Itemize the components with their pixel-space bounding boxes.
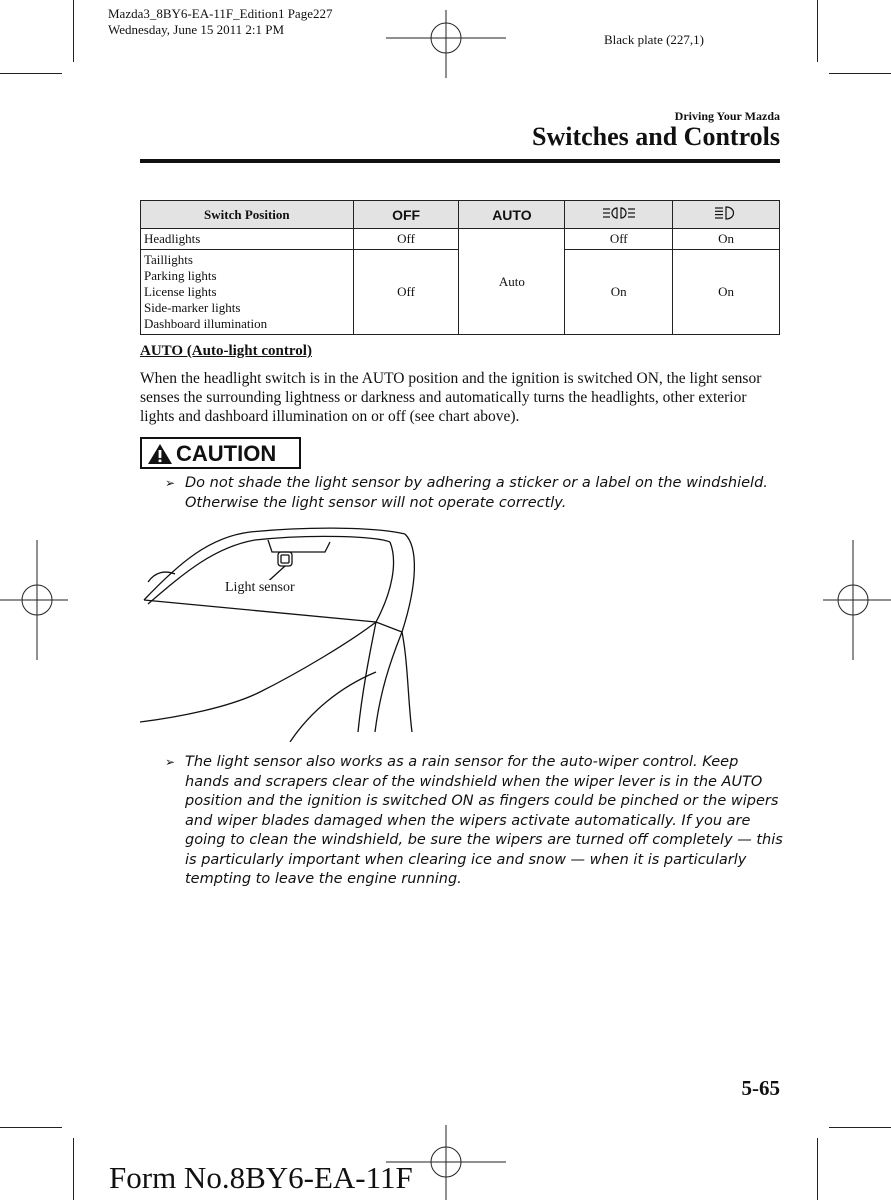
crop-mark	[0, 73, 62, 74]
registration-mark-icon	[821, 540, 891, 660]
table-cell: Off	[565, 229, 673, 250]
crop-mark	[829, 73, 891, 74]
table-cell: Auto	[459, 229, 565, 335]
crop-mark	[829, 1127, 891, 1128]
registration-mark-icon	[0, 540, 70, 660]
crop-mark	[817, 1138, 818, 1200]
table-header-row	[141, 201, 780, 229]
slug-line-2: Wednesday, June 15 2011 2:1 PM	[108, 22, 285, 37]
table-row	[141, 229, 780, 250]
crop-mark	[73, 0, 74, 62]
page-title: Switches and Controls	[531, 122, 780, 151]
column-header: OFF	[353, 201, 459, 229]
light-sensor-label: Light sensor	[225, 580, 295, 595]
registration-mark-icon	[386, 0, 506, 80]
crop-mark	[817, 0, 818, 62]
parking-lights-icon	[565, 201, 673, 229]
crop-mark	[73, 1138, 74, 1200]
print-slug	[108, 6, 332, 38]
column-header: AUTO	[459, 201, 565, 229]
list-item: Side-marker lights	[144, 300, 241, 315]
auto-light-heading: AUTO (Auto-light control)	[140, 343, 312, 359]
section-label: Driving Your Mazda	[674, 109, 780, 123]
table-cell: Off	[353, 250, 459, 335]
table-cell: Off	[353, 229, 459, 250]
table-cell	[141, 250, 354, 335]
list-item: Taillights	[144, 252, 193, 267]
headlight-icon	[673, 201, 780, 229]
table-cell: Headlights	[141, 229, 354, 250]
title-rule	[140, 159, 780, 163]
light-sensor-figure	[140, 522, 420, 747]
crop-mark	[0, 1127, 62, 1128]
list-item: License lights	[144, 284, 217, 299]
column-header: Switch Position	[141, 201, 354, 229]
table-cell: On	[673, 229, 780, 250]
form-number: Form No.8BY6-EA-11F	[109, 1160, 413, 1195]
table-cell: On	[673, 250, 780, 335]
switch-position-table	[140, 200, 780, 335]
list-item: Dashboard illumination	[144, 316, 268, 331]
table-cell: On	[565, 250, 673, 335]
caution-bullet	[165, 474, 785, 513]
arrow-bullet-icon: ➢	[165, 755, 176, 769]
list-item: Parking lights	[144, 268, 217, 283]
windshield-illustration	[140, 522, 420, 742]
warning-triangle-icon	[147, 443, 173, 465]
arrow-bullet-icon: ➢	[165, 476, 176, 490]
auto-light-paragraph: When the headlight switch is in the AUTO position and the ignition is switched ON, the light sensor senses the surrounding lightness or darkness and automatically turns the headlights, other exterior lights and dashboard illumination on or off (see chart above).	[140, 370, 762, 425]
slug-line-1: Mazda3_8BY6-EA-11F_Edition1 Page227	[108, 6, 333, 21]
plate-label: Black plate (227,1)	[604, 32, 704, 47]
caution-box	[140, 437, 301, 469]
caution-bullet-text: Do not shade the light sensor by adhering a sticker or a label on the windshield. Otherwise the light sensor will not operate correctly.	[185, 475, 768, 511]
caution-bullet-text: The light sensor also works as a rain sensor for the auto-wiper control. Keep hands and scrapers clear of the windshield when the wiper lever is in the AUTO position and the ignition is switched ON as fingers could be pinched or the wipers and wiper blades damaged when the wipers activate automatically. If you are going to clean the windshield, be sure the wipers are turned off completely — this is particularly important when clearing ice and snow — when it is particularly tempting to leave the engine running.	[185, 754, 783, 887]
page-number: 5-65	[741, 1076, 780, 1100]
caution-bullet	[165, 753, 785, 890]
caution-label: CAUTION	[176, 441, 277, 466]
